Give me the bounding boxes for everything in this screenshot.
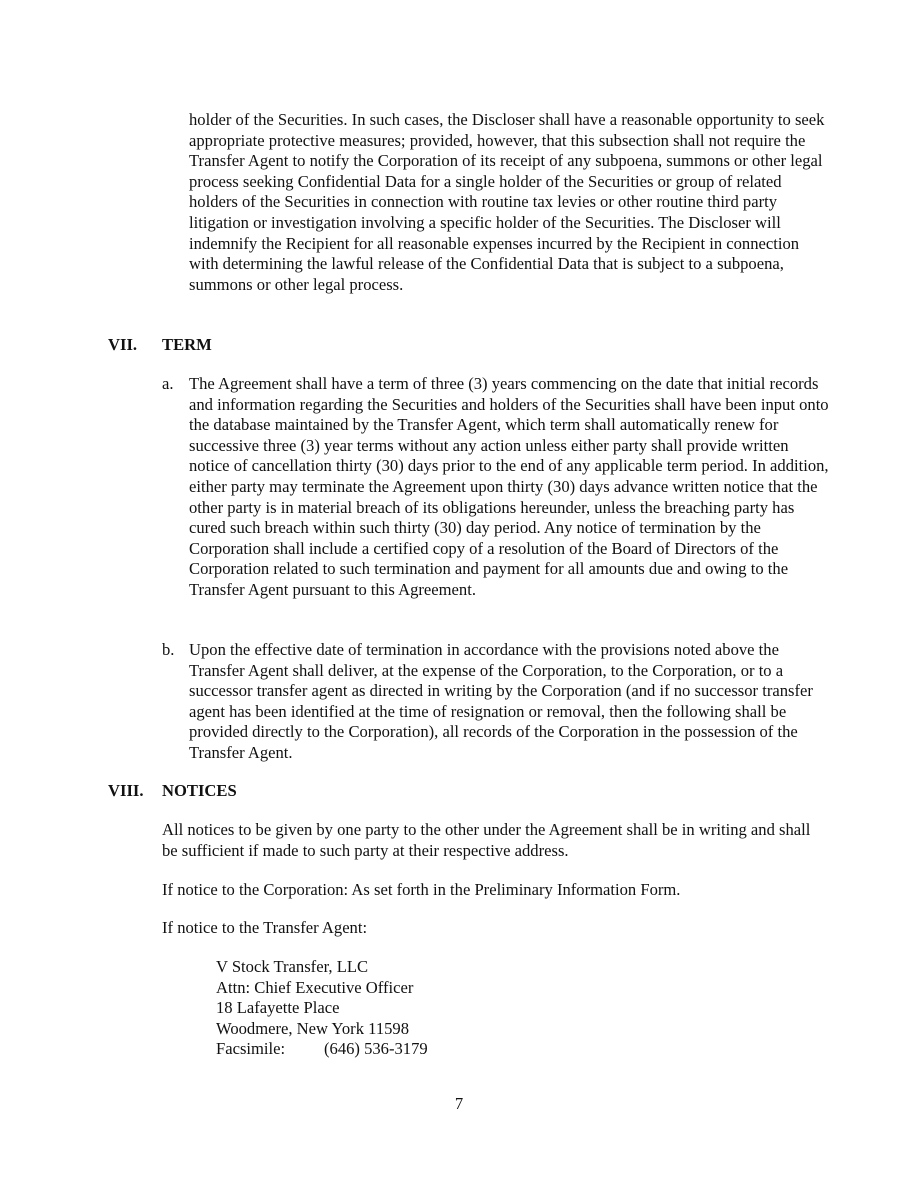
section-vii-heading (108, 335, 212, 356)
term-item-a-marker: a. (162, 374, 174, 393)
section-viii-heading (108, 781, 237, 802)
address-attention: Attn: Chief Executive Officer (216, 977, 414, 997)
term-item-b (162, 640, 829, 764)
section-vii-title: TERM (162, 335, 212, 354)
continuation-paragraph: holder of the Securities. In such cases, the Discloser shall have a reasonable opportunity to seek appropriate protective measures; provided, however, that this subsection shall not require the Transfer Agent to notify the Corporation of its receipt of any subpoena, summons or other legal process seeking Confidential Data for a single holder of the Securities or group of related holders of the Securities in connection with routine tax levies or other routine third party litigation or investigation involving a specific holder of the Securities. The Discloser will indemnify the Recipient for all reasonable expenses incurred by the Recipient in connection with determining the lawful release of the Confidential Data that is subject to a subpoena, summons or other legal process. (189, 110, 825, 294)
section-vii-number: VII. (108, 335, 138, 354)
address-city: Woodmere, New York 11598 (216, 1018, 410, 1038)
transfer-agent-address (216, 957, 428, 1060)
section-viii-number: VIII. (108, 781, 144, 800)
fax-number: (646) 536-3179 (324, 1039, 428, 1059)
section-viii-title: NOTICES (162, 781, 237, 800)
notices-intro-paragraph: All notices to be given by one party to the other under the Agreement shall be in writing and shall be sufficient if made to such party at their respective address. (162, 820, 811, 860)
term-item-b-text: Upon the effective date of termination in accordance with the provisions noted above the Transfer Agent shall deliver, at the expense of the Corporation, to the Corporation, or to a successor transfer agent as directed in writing by the Corporation (and if no successor transfer agent has been identified at the time of resignation or removal, then the following shall be provided directly to the Corporation), all records of the Corporation in the possession of the Transfer Agent. (189, 640, 813, 762)
term-item-b-marker: b. (162, 640, 175, 659)
address-street: 18 Lafayette Place (216, 998, 340, 1018)
term-item-a (162, 374, 829, 601)
corporation-notice-paragraph: If notice to the Corporation: As set forth in the Preliminary Information Form. (162, 880, 681, 899)
term-item-a-text: The Agreement shall have a term of three (3) years commencing on the date that initial records and information regarding the Securities and holders of the Securities shall have been input onto the database maintained by the Transfer Agent, which term shall automatically renew for successive three (3) year terms without any action unless either party shall provide written notice of cancellation thirty (30) days prior to the end of any applicable term period. In addition, either party may terminate the Agreement upon thirty (30) days advance written notice that the other party is in material breach of its obligations hereunder, unless the breaching party has cured such breach within such thirty (30) day period. Any notice of termination by the Corporation shall include a certified copy of a resolution of the Board of Directors of the Corporation related to such termination and payment for all amounts due and owing to the Transfer Agent pursuant to this Agreement. (189, 374, 829, 599)
fax-label: Facsimile: (216, 1039, 286, 1059)
page-number: 7 (454, 1094, 464, 1113)
transfer-agent-notice-paragraph: If notice to the Transfer Agent: (162, 918, 368, 937)
address-fax-line (216, 1039, 428, 1060)
address-company-name: V Stock Transfer, LLC (216, 957, 369, 976)
